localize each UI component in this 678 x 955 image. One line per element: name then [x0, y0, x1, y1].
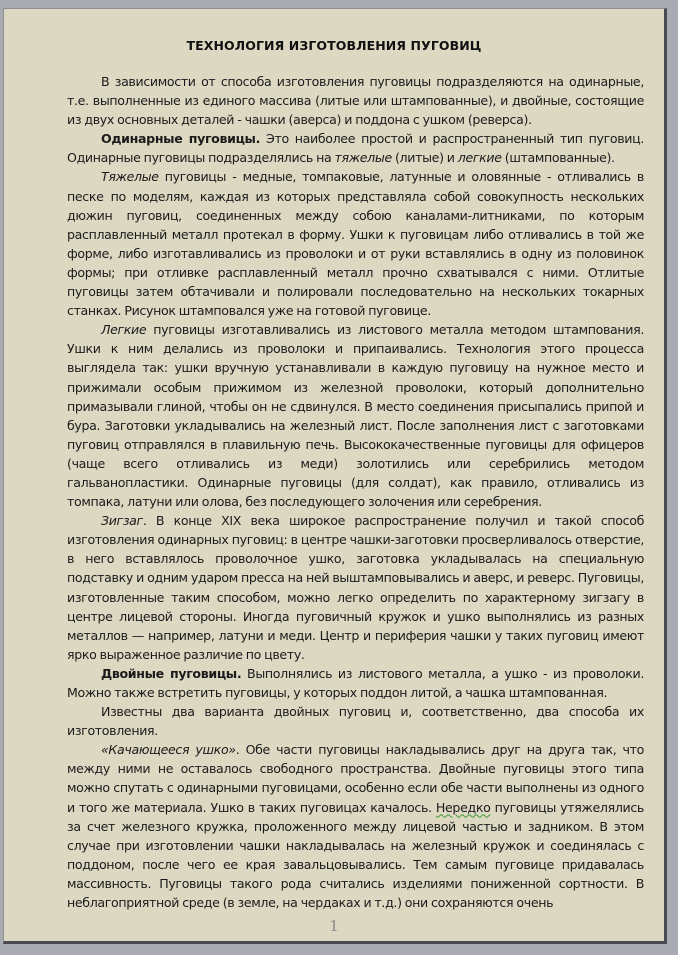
document-page — [3, 8, 667, 944]
text-run: (штампованные). — [501, 150, 615, 166]
italic-term: «Качающееся ушко» — [101, 742, 236, 758]
text-run: . В конце XIX века широкое распространение получил и такой способ изготовления одинарных пуговиц: в центре чашки-заготовки просверливалось отверстие, в него вставлялось проволочное ушко, заготовка укладывалась на специальную подставку и одним ударом пресса на ней выштамповывались и аверс, и реверс. Пуговицы, изготовленные таким способом, можно легко определить по характерному зигзагу в центре лицевой стороны. Иногда пуговичный кружок и ушко выполнялись из разных металлов — например, латуни и меди. Центр и периферия чашки у таких пуговиц имеют ярко выраженное различие по цвету. — [67, 513, 644, 662]
bold-heading: Одинарные пуговицы. — [101, 131, 261, 147]
grammar-check-word[interactable]: Нередко — [435, 799, 491, 815]
text-run: В зависимости от способа изготовления пуговицы подразделяются на одинарные, т.е. выполненные из единого массива (литые или штампованные), и двойные, состоящие из двух основных деталей - чашки (аверса) и поддона с ушком (реверса). — [67, 74, 644, 128]
italic-term: Тяжелые — [101, 169, 159, 185]
italic-term: Зигзаг — [101, 513, 143, 529]
bold-heading: Двойные пуговицы. — [101, 665, 242, 681]
text-run: (литые) и — [391, 150, 458, 166]
text-run: пуговицы изготавливались из листового металла методом штампования. Ушки к ним делались из проволоки и припаивались. Технология этого процесса выглядела так: ушки вручную устанавливали в каждую пуговицу на нужное место и прижимали особым прижимом из железной проволоки, который дополнительно примазывали глиной, чтобы он не сдвинулся. В место соединения присыпались припой и бура. Заготовки укладывались на железный лист. После заполнения лист с заготовками пуговиц отправлялся в плавильную печь. Высококачественные пуговицы для офицеров (чаще всего отливались из меди) золотились или серебрились методом гальванопластики. Одинарные пуговицы (для солдат), как правило, отливались из томпака, латуни или олова, без последующего золочения или серебрения. — [67, 322, 644, 510]
paragraph — [67, 664, 644, 702]
paragraph — [67, 320, 644, 511]
italic-term: тяжелые — [334, 150, 392, 166]
italic-term: легкие — [457, 150, 502, 166]
text-run: пуговицы утяжелялись за счет железного кружка, проложенного между лицевой частью и задником. В этом случае при изготовлении чашки накладывалась на железный кружок и соединялась с поддоном, после чего ее края завальцовывались. Тем самым пуговице придавалась массивность. Пуговицы такого рода считались изделиями пониженной сортности. В неблагоприятной среде (в земле, на чердаках и т.д.) они сохраняются очень — [67, 799, 644, 911]
italic-term: Легкие — [101, 322, 147, 338]
text-run: . Обе части пуговицы накладывались друг на друга так, что между ними не оставалось свободного пространства. Двойные пуговицы этого типа можно спутать с одинарными пуговицами, особенно если обе части выполнены из одного и того же материала. Ушко в таких пуговицах качалось. — [67, 742, 644, 815]
document-title: ТЕХНОЛОГИЯ ИЗГОТОВЛЕНИЯ ПУГОВИЦ — [186, 38, 482, 53]
paragraph — [67, 740, 644, 912]
paragraph — [67, 167, 644, 320]
document-body[interactable] — [67, 72, 644, 912]
page-number: 1 — [329, 917, 339, 935]
text-run: Это наиболее простой и распространенный тип пуговиц. Одинарные пуговицы подразделялись на — [67, 131, 644, 166]
paragraph — [67, 72, 644, 129]
text-run: Выполнялись из листового металла, а ушко - из проволоки. Можно также встретить пуговицы, у которых поддон литой, а чашка штампованная. — [67, 665, 644, 700]
paragraph — [67, 511, 644, 664]
paragraph — [67, 129, 644, 167]
text-run: Известны два варианта двойных пуговиц и, соответственно, два способа их изготовления. — [67, 704, 644, 739]
paragraph — [67, 702, 644, 740]
text-run: пуговицы - медные, томпаковые, латунные и оловянные - отливались в песке по моделям, каждая из которых представляла собой совокупность нескольких дюжин пуговиц, соединенных между собою каналами-литниками, по которым расплавленный металл протекал в форму. Ушки к пуговицам либо отливались в той же форме, либо изготавливались из проволоки и от руки вставлялись в одну из половинок формы; при отливке расплавленный металл прочно схватывался с ними. Отлитые пуговицы затем обтачивали и полировали последовательно на нескольких токарных станках. Рисунок штамповался уже на готовой пуговице. — [67, 169, 644, 319]
